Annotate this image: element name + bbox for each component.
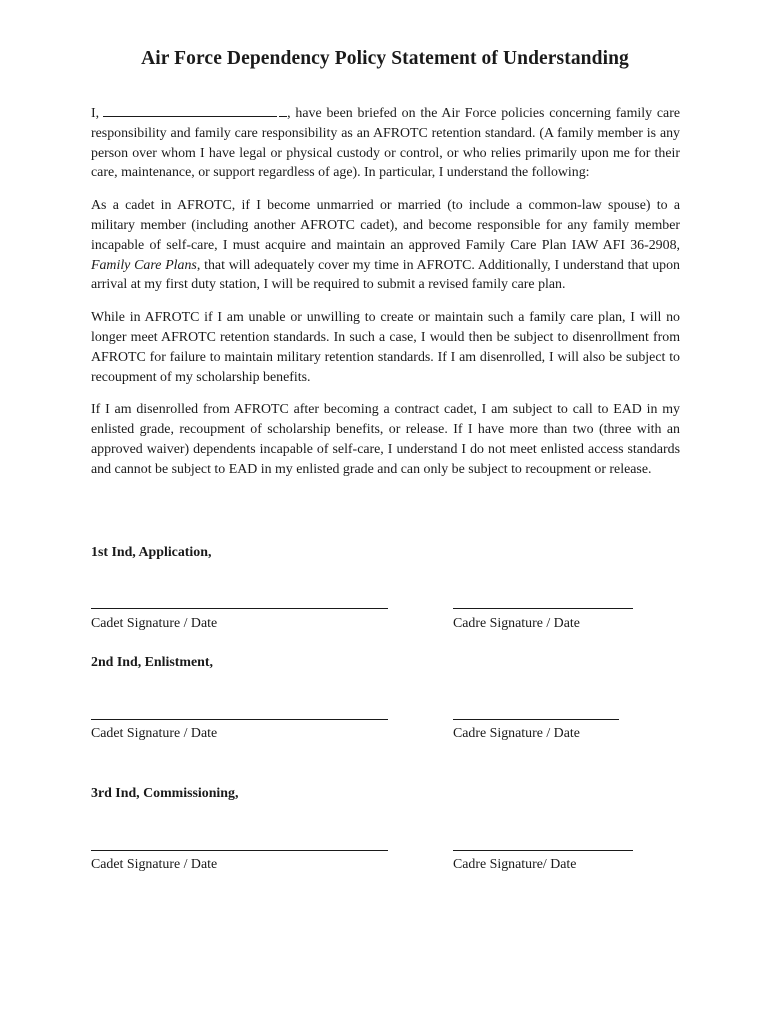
document-body (91, 104, 680, 493)
intro-prefix: I, (91, 106, 100, 121)
ind-1-cadre-signature-line[interactable] (453, 608, 633, 609)
ind-1-heading: 1st Ind, Application, (91, 545, 212, 560)
ind-2-cadre-label: Cadre Signature / Date (453, 726, 580, 741)
ind-3-cadre-label: Cadre Signature/ Date (453, 857, 577, 872)
ind-3-cadet-label: Cadet Signature / Date (91, 857, 218, 872)
ind-1-cadet-label: Cadet Signature / Date (91, 616, 218, 631)
name-blank-tail (279, 104, 287, 117)
retention-paragraph: While in AFROTC if I am unable or unwilling to create or maintain such a family care plan, I will no longer meet AFROTC retention standards. In such a case, I would then be subject to disenrollment from AFROTC for failure to maintain military retention standards. If I am disenrolled, I will also be subject to recoupment of my scholarship benefits. (91, 310, 680, 385)
family-care-plan-paragraph (91, 196, 680, 295)
ind-2-cadre-signature-line[interactable] (453, 719, 619, 720)
name-blank-field[interactable] (103, 104, 277, 117)
paragraph-2-part2: , that will adequately cover my time in AFROTC. Additionally, I understand that upon arrival at my first duty station, I will be required to submit a revised family care plan. (91, 257, 680, 293)
intro-paragraph (91, 104, 680, 183)
ind-3-cadre-signature-line[interactable] (453, 850, 633, 851)
paragraph-2-italic: Family Care Plans (91, 257, 197, 273)
disenrollment-paragraph: If I am disenrolled from AFROTC after becoming a contract cadet, I am subject to call to EAD in my enlisted grade, recoupment of scholarship benefits, or release. If I have more than two (three with an approved waiver) dependents incapable of self-care, I understand I do not meet enlisted access standards and cannot be subject to EAD in my enlisted grade and can only be subject to recoupment or release. (91, 402, 680, 477)
document-title: Air Force Dependency Policy Statement of Understanding (141, 48, 629, 69)
ind-1-cadre-label: Cadre Signature / Date (453, 616, 580, 631)
ind-3-cadet-signature-line[interactable] (91, 850, 388, 851)
ind-2-cadet-label: Cadet Signature / Date (91, 726, 218, 741)
ind-1-cadet-signature-line[interactable] (91, 608, 388, 609)
ind-2-cadet-signature-line[interactable] (91, 719, 388, 720)
paragraph-2-part1: As a cadet in AFROTC, if I become unmarried or married (to include a common-law spouse) to a military member (including another AFROTC cadet), and become responsible for any family member incapable of self-care, I must acquire and maintain an approved Family Care Plan IAW AFI 36-2908, (91, 198, 680, 253)
intro-suffix: , have been briefed on the Air Force policies concerning family care responsibility and family care responsibility as an AFROTC retention standard. (A family member is any person over whom I have legal or physical custody or control, or who relies primarily upon me for their care, maintenance, or support regardless of age). In particular, I understand the following: (91, 106, 680, 181)
ind-2-heading: 2nd Ind, Enlistment, (91, 655, 213, 670)
ind-3-heading: 3rd Ind, Commissioning, (91, 786, 239, 801)
